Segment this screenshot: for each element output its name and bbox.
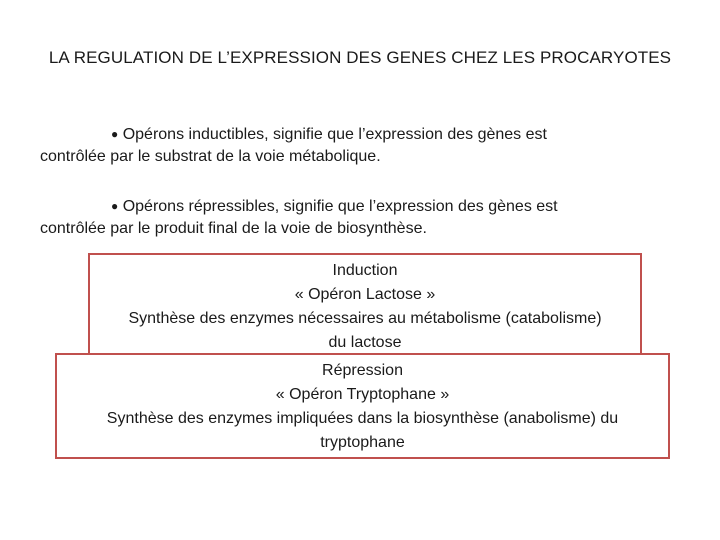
bullet-text-line2: contrôlée par le substrat de la voie métabolique. (40, 148, 381, 165)
repression-box (55, 353, 670, 459)
bullet-text-line1: Opérons inductibles, signifie que l’expression des gènes est (118, 126, 547, 143)
page-title: LA REGULATION DE L’EXPRESSION DES GENES CHEZ LES PROCARYOTES (48, 48, 672, 67)
bullet-text-line2: contrôlée par le produit final de la voie de biosynthèse. (40, 220, 427, 237)
induction-heading: Induction (332, 262, 398, 279)
bullet-inducible (40, 124, 680, 168)
induction-operon: « Opéron Lactose » (294, 286, 436, 303)
bullet-icon: ● (111, 199, 119, 213)
induction-description: Synthèse des enzymes nécessaires au métabolisme (catabolisme) (128, 310, 602, 327)
bullet-repressible (40, 196, 680, 240)
repression-description: Synthèse des enzymes impliquées dans la biosynthèse (anabolisme) du (106, 410, 619, 427)
repression-operon: « Opéron Tryptophane » (275, 386, 450, 403)
induction-box (88, 253, 642, 357)
repression-heading: Répression (322, 362, 403, 379)
repression-description-cont: tryptophane (320, 434, 405, 451)
bullet-text-line1: Opérons répressibles, signifie que l’expression des gènes est (118, 198, 558, 215)
bullet-icon: ● (111, 127, 119, 141)
induction-description-cont: du lactose (328, 334, 402, 351)
